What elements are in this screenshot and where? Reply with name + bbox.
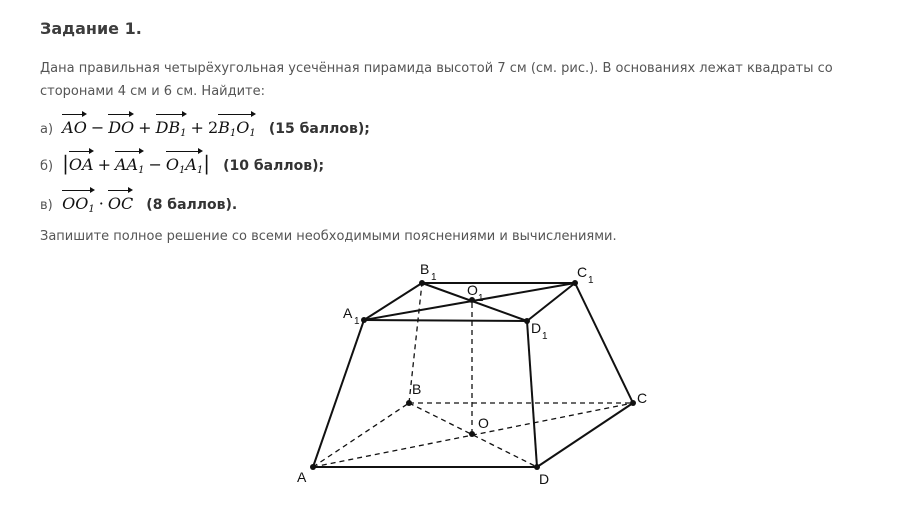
item-label: а) <box>40 122 54 137</box>
label-d1: D <box>531 320 542 336</box>
edge-a1d1 <box>364 320 527 321</box>
task-description: Дана правильная четырёхугольная усечённая пирамида высотой 7 см (см. рис.). В основаниях лежат квадраты со сторонами 4 см и 6 см. Найдите: <box>40 61 833 99</box>
points-label: (8 баллов). <box>146 197 238 213</box>
label-o1: O <box>467 282 478 298</box>
edge-c1d1 <box>527 283 575 321</box>
label-b1: B <box>420 261 430 277</box>
item-label: в) <box>40 198 53 213</box>
svg-text:1: 1 <box>542 331 548 342</box>
edge-dd1 <box>527 321 537 467</box>
edge-cc1 <box>575 283 633 403</box>
svg-text:1: 1 <box>354 316 360 327</box>
label-a1: A <box>343 305 353 321</box>
formula-a: AO − DO + $DB_1 + 2B_1O_1$ <box>62 118 261 137</box>
instruction-text: Запишите полное решение со всеми необходимыми пояснениями и вычислениями. <box>40 229 617 244</box>
label-c: C <box>637 390 648 406</box>
edge-aa1 <box>313 320 364 467</box>
label-c1: C <box>577 264 588 280</box>
edge-dc <box>537 403 633 467</box>
label-o: O <box>478 415 489 431</box>
item-label: б) <box>40 159 54 174</box>
label-d: D <box>539 471 550 487</box>
label-a: A <box>297 469 307 485</box>
task-title: Задание 1. <box>40 19 142 38</box>
points-label: (15 баллов); <box>268 121 370 137</box>
svg-text:1: 1 <box>478 293 484 304</box>
formula-b: $|OA + AA_1 - O_1A_1|$ <box>62 151 211 176</box>
svg-text:1: 1 <box>588 275 594 286</box>
label-b: B <box>412 381 422 397</box>
formula-c: $OO_1$ · OC <box>62 194 138 213</box>
svg-text:1: 1 <box>431 272 437 283</box>
points-label: (10 баллов); <box>223 158 325 174</box>
